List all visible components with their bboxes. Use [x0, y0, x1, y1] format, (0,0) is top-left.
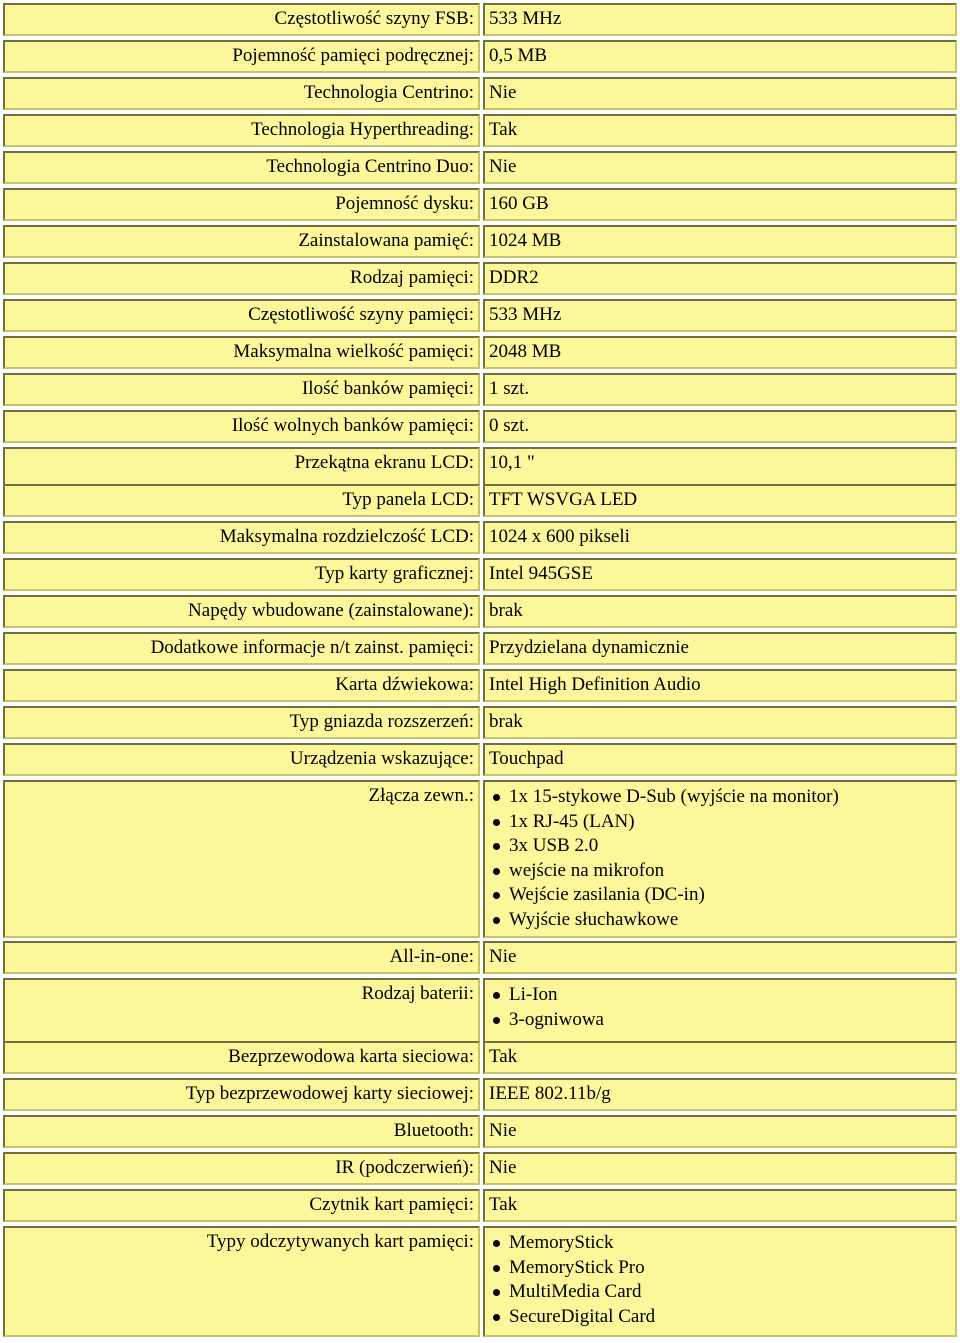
spec-value: 0 szt.	[483, 410, 957, 443]
spec-list-item: 3-ogniwowa	[489, 1008, 955, 1033]
spec-value: 1 szt.	[483, 373, 957, 406]
spec-row	[3, 632, 957, 665]
spec-label: Ilość banków pamięci:	[3, 373, 480, 406]
spec-row	[3, 669, 957, 702]
spec-list-item: MemoryStick	[489, 1231, 955, 1256]
spec-label: Zainstalowana pamięć:	[3, 225, 480, 258]
spec-value: Intel 945GSE	[483, 558, 957, 591]
spec-value: Tak	[483, 1041, 957, 1074]
spec-row	[3, 262, 957, 295]
spec-value: 160 GB	[483, 188, 957, 221]
spec-label: Bluetooth:	[3, 1115, 480, 1148]
spec-value: brak	[483, 706, 957, 739]
spec-label: Typ karty graficznej:	[3, 558, 480, 591]
spec-label: Karta dźwiekowa:	[3, 669, 480, 702]
spec-value: Nie	[483, 1115, 957, 1148]
spec-row	[3, 1078, 957, 1111]
spec-row	[3, 521, 957, 554]
spec-row	[3, 188, 957, 221]
spec-row	[3, 706, 957, 739]
spec-label: Urządzenia wskazujące:	[3, 743, 480, 776]
spec-label: IR (podczerwień):	[3, 1152, 480, 1185]
spec-label: Częstotliwość szyny FSB:	[3, 3, 480, 36]
spec-value: Tak	[483, 1189, 957, 1222]
spec-value: 533 MHz	[483, 299, 957, 332]
spec-row	[3, 447, 957, 486]
spec-row	[3, 151, 957, 184]
spec-label: Technologia Centrino Duo:	[3, 151, 480, 184]
spec-list-item: 1x RJ-45 (LAN)	[489, 810, 955, 835]
spec-row	[3, 114, 957, 147]
spec-label: Pojemność dysku:	[3, 188, 480, 221]
spec-value: DDR2	[483, 262, 957, 295]
spec-value: TFT WSVGA LED	[483, 484, 957, 517]
spec-row	[3, 1041, 957, 1074]
spec-row	[3, 558, 957, 591]
spec-row	[3, 1152, 957, 1185]
spec-row	[3, 40, 957, 73]
spec-value: 10,1 "	[483, 447, 957, 486]
spec-label: Dodatkowe informacje n/t zainst. pamięci:	[3, 632, 480, 665]
spec-label: Czytnik kart pamięci:	[3, 1189, 480, 1222]
spec-label: Ilość wolnych banków pamięci:	[3, 410, 480, 443]
spec-row	[3, 1115, 957, 1148]
spec-label: Technologia Hyperthreading:	[3, 114, 480, 147]
spec-value: Tak	[483, 114, 957, 147]
spec-value: Przydzielana dynamicznie	[483, 632, 957, 665]
spec-value: brak	[483, 595, 957, 628]
spec-value: Nie	[483, 941, 957, 974]
spec-row	[3, 336, 957, 369]
spec-label: Bezprzewodowa karta sieciowa:	[3, 1041, 480, 1074]
spec-label: Typ gniazda rozszerzeń:	[3, 706, 480, 739]
spec-row	[3, 484, 957, 517]
spec-list-item: wejście na mikrofon	[489, 859, 955, 884]
spec-label: Typ bezprzewodowej karty sieciowej:	[3, 1078, 480, 1111]
spec-label: All-in-one:	[3, 941, 480, 974]
spec-label: Częstotliwość szyny pamięci:	[3, 299, 480, 332]
spec-row	[3, 780, 957, 938]
spec-value: Intel High Definition Audio	[483, 669, 957, 702]
spec-label: Rodzaj baterii:	[3, 978, 480, 1048]
spec-value	[483, 780, 957, 938]
spec-label: Rodzaj pamięci:	[3, 262, 480, 295]
spec-value: Nie	[483, 1152, 957, 1185]
spec-list-item: 1x 15-stykowe D-Sub (wyjście na monitor)	[489, 785, 955, 810]
spec-label: Złącza zewn.:	[3, 780, 480, 938]
spec-row	[3, 225, 957, 258]
spec-list-item: 3x USB 2.0	[489, 834, 955, 859]
spec-value-list	[489, 1231, 955, 1329]
spec-row	[3, 941, 957, 974]
spec-list-item: Wyjście słuchawkowe	[489, 908, 955, 933]
spec-list-item: SecureDigital Card	[489, 1305, 955, 1330]
spec-list-item: MultiMedia Card	[489, 1280, 955, 1305]
spec-row	[3, 410, 957, 443]
spec-label: Technologia Centrino:	[3, 77, 480, 110]
spec-value: 0,5 MB	[483, 40, 957, 73]
spec-table	[3, 3, 957, 1340]
spec-label: Pojemność pamięci podręcznej:	[3, 40, 480, 73]
spec-label: Napędy wbudowane (zainstalowane):	[3, 595, 480, 628]
spec-row	[3, 373, 957, 406]
spec-value-list	[489, 785, 955, 932]
spec-label: Typ panela LCD:	[3, 484, 480, 517]
spec-list-item: Wejście zasilania (DC-in)	[489, 883, 955, 908]
spec-row	[3, 1189, 957, 1222]
spec-value: 533 MHz	[483, 3, 957, 36]
spec-value: Nie	[483, 77, 957, 110]
spec-row	[3, 1226, 957, 1337]
spec-value	[483, 1226, 957, 1337]
spec-value: 1024 x 600 pikseli	[483, 521, 957, 554]
spec-value: Touchpad	[483, 743, 957, 776]
spec-row	[3, 743, 957, 776]
spec-value: IEEE 802.11b/g	[483, 1078, 957, 1111]
spec-row	[3, 299, 957, 332]
spec-value: 2048 MB	[483, 336, 957, 369]
spec-row	[3, 595, 957, 628]
spec-value-list	[489, 983, 955, 1032]
spec-list-item: Li-Ion	[489, 983, 955, 1008]
spec-value: Nie	[483, 151, 957, 184]
spec-label: Typy odczytywanych kart pamięci:	[3, 1226, 480, 1337]
spec-label: Maksymalna rozdzielczość LCD:	[3, 521, 480, 554]
spec-row	[3, 77, 957, 110]
spec-value	[483, 978, 957, 1048]
spec-label: Maksymalna wielkość pamięci:	[3, 336, 480, 369]
spec-row	[3, 978, 957, 1048]
spec-label: Przekątna ekranu LCD:	[3, 447, 480, 486]
spec-value: 1024 MB	[483, 225, 957, 258]
spec-list-item: MemoryStick Pro	[489, 1256, 955, 1281]
spec-row	[3, 3, 957, 36]
